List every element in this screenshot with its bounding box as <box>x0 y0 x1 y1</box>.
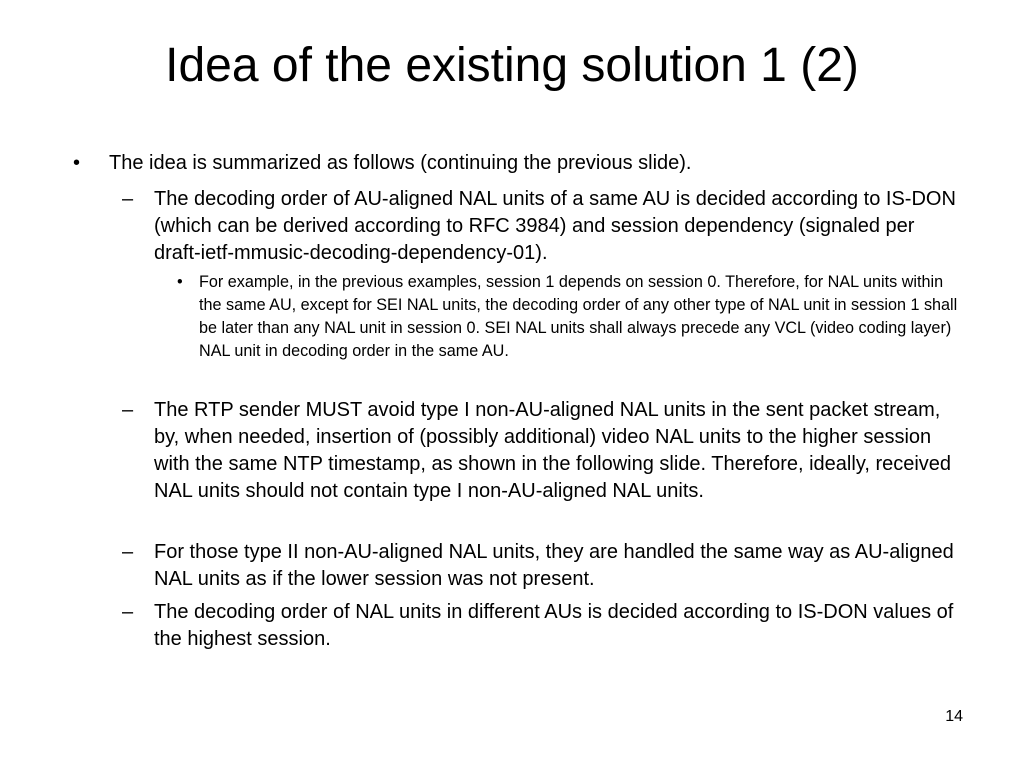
sub-bullet-text: The decoding order of NAL units in different AUs is decided according to IS-DON values of the highest session. <box>154 601 954 650</box>
dash-marker: – <box>122 399 134 421</box>
bullet-text: The idea is summarized as follows (continuing the previous slide). <box>109 152 692 174</box>
sub-sub-bullet-text: For example, in the previous examples, session 1 depends on session 0. Therefore, for NAL units within the same AU, except for SEI NAL units, the decoding order of any other type of NAL unit in session 1 shall be later than any NAL unit in session 0. SEI NAL units shall always precede any VCL (video coding layer) NAL unit in decoding order in the same AU. <box>199 273 958 360</box>
dash-marker: – <box>122 188 134 210</box>
sub-bullet-type-ii <box>122 539 964 593</box>
dash-marker: – <box>122 601 134 623</box>
sub-bullet-decoding-order-au-aligned <box>122 186 964 267</box>
bullet-marker: • <box>73 152 81 174</box>
sub-bullet-text: For those type II non-AU-aligned NAL units, they are handled the same way as AU-aligned NAL units as if the lower session was not present. <box>154 541 954 590</box>
bullet-level1 <box>73 150 989 176</box>
page-number: 14 <box>945 708 963 725</box>
bullet-marker: • <box>177 273 183 291</box>
sub-bullet-text: The RTP sender MUST avoid type I non-AU-aligned NAL units in the sent packet stream, by, when needed, insertion of (possibly additional) video NAL units to the higher session with the same NTP timestamp, as shown in the following slide. Therefore, ideally, received NAL units should not contain type I non-AU-aligned NAL units. <box>154 399 952 502</box>
sub-bullet-text: The decoding order of AU-aligned NAL units of a same AU is decided according to IS-DON (which can be derived according to RFC 3984) and session dependency (signaled per draft-ietf-mmusic-decoding-dependency-01). <box>154 188 956 264</box>
sub-sub-bullet-example <box>177 271 964 363</box>
sub-bullet-rtp-sender <box>122 397 964 505</box>
sub-bullet-different-aus <box>122 599 964 653</box>
dash-marker: – <box>122 541 134 563</box>
slide-title: Idea of the existing solution 1 (2) <box>165 39 859 92</box>
